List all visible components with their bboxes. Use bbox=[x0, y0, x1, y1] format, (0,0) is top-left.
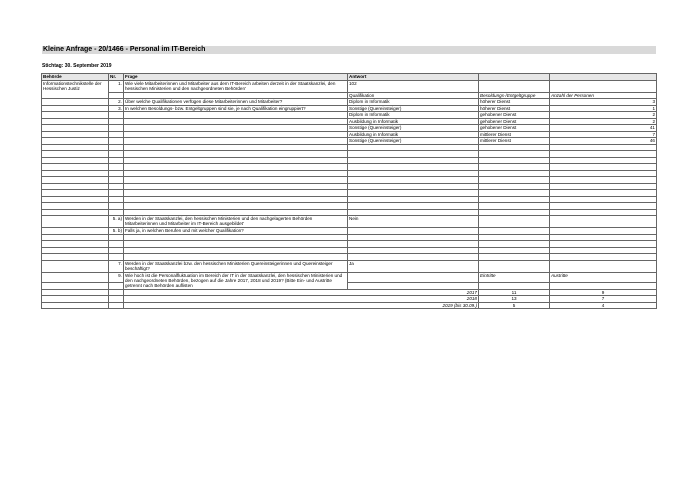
q9-frage: Wie hoch ist die Personalfluktuation im Bereich der IT in der Staatskanzlei, den hessischen Ministerien und den nachgeordneten Behörden, bezogen auf die Jahre 2017, 2018 und 2019? (Bitte Ein- und Austritte getrennt nach Behörden auflisten bbox=[124, 272, 348, 289]
data-table bbox=[41, 73, 657, 309]
q7-frage: Werden in der Staatskanzlei bzw. den hessischen Ministerien Quereinsteigerinnen und Quereinsteiger beschäftigt? bbox=[124, 260, 348, 272]
q7-antwort: Ja bbox=[348, 260, 479, 272]
anzahl-cell: 7 bbox=[550, 131, 657, 138]
qualifikation-cell: Ausbildung in Informatik bbox=[348, 118, 479, 125]
jahr-cell: 2019 (bis 30.09.) bbox=[124, 302, 479, 309]
q2-frage: Über welche Qualifikationen verfügen diese Mitarbeiterinnen und Mitarbeiter? bbox=[124, 99, 348, 106]
gruppe-cell: gehobener Dienst bbox=[479, 125, 550, 132]
gruppe-cell: mittlerer Dienst bbox=[479, 131, 550, 138]
table-row-q1 bbox=[42, 80, 657, 92]
qualifikation-cell: Sonstige (Quereinsteiger) bbox=[348, 125, 479, 132]
austritte-label: Austritte bbox=[550, 272, 657, 283]
document-title: Kleine Anfrage - 20/1466 - Personal im IT-Bereich bbox=[43, 46, 206, 53]
eintritte-label: Eintritte bbox=[479, 272, 550, 283]
gruppe-cell: gehobener Dienst bbox=[479, 118, 550, 125]
table-row-q5a bbox=[42, 216, 657, 228]
jahr-cell: 2017 bbox=[124, 289, 479, 296]
gruppe-cell: mittlerer Dienst bbox=[479, 138, 550, 145]
q1-empty-a bbox=[479, 80, 550, 92]
q1-antwort: 102 bbox=[348, 80, 479, 92]
q1-empty-b bbox=[550, 80, 657, 92]
q5b-frage: Falls ja, in welchen Berufen und mit welcher Qualifikation? bbox=[124, 228, 348, 235]
anzahl-cell: 2 bbox=[550, 118, 657, 125]
header-behoerde: Behörde bbox=[42, 74, 109, 81]
q5a-frage: Werden in der Staatskanzlei, den hessischen Ministerien und den nachgelagerten Behörden Mitarbeiterinnen und Mitarbeiter im IT-Bereich ausgebildet' bbox=[124, 216, 348, 228]
jahr-cell: 2018 bbox=[124, 296, 479, 303]
q5a-nr: 5. a) bbox=[109, 216, 124, 228]
austritte-cell: 7 bbox=[550, 296, 657, 303]
eintritte-cell: 11 bbox=[479, 289, 550, 296]
q1-nr: 1. bbox=[109, 80, 124, 92]
q1-frage: Wie viele Mitarbeiterinnen und Mitarbeiter aus dem IT-Bereich arbeiten derzeit in der Staatskanzlei, den hessischen Ministerien und den nachgeordneten Behörden' bbox=[124, 80, 348, 92]
anzahl-cell: 3 bbox=[550, 99, 657, 106]
austritte-cell: 9 bbox=[550, 289, 657, 296]
gruppe-cell: gehobener Dienst bbox=[479, 112, 550, 119]
anzahl-cell: 1 bbox=[550, 105, 657, 112]
behoerde-cell: Informationstechnikstelle der Hessischen Justiz bbox=[42, 80, 109, 99]
q7-nr: 7. bbox=[109, 260, 124, 272]
anzahl-cell: 41 bbox=[550, 125, 657, 132]
q2-nr: 2. bbox=[109, 99, 124, 106]
header-antwort: Antwort bbox=[348, 74, 479, 81]
table-row-fluktuation bbox=[42, 302, 657, 309]
header-frage: Frage bbox=[124, 74, 348, 81]
gruppe-cell: höherer Dienst bbox=[479, 105, 550, 112]
austritte-cell: 4 bbox=[550, 302, 657, 309]
gruppe-cell: höherer Dienst bbox=[479, 99, 550, 106]
q5a-antwort: Nein bbox=[348, 216, 479, 228]
eintritte-cell: 13 bbox=[479, 296, 550, 303]
q3-nr: 3. bbox=[109, 105, 124, 112]
qualifikation-cell: Diplom in Informatik bbox=[348, 99, 479, 106]
subheader-besoldung: Besoldungs-/Entgeltgruppe bbox=[479, 92, 550, 99]
table-row-q7 bbox=[42, 260, 657, 272]
q5b-nr: 5. b) bbox=[109, 228, 124, 235]
subheader-qualifikation: Qualifikation bbox=[348, 92, 479, 99]
q3-frage: In welchen Besoldungs- bzw. Entgeltgruppen sind sie, je nach Qualifikation eingruppiert? bbox=[124, 105, 348, 112]
anzahl-cell: 46 bbox=[550, 138, 657, 145]
qualifikation-cell: Ausbildung in Informatik bbox=[348, 131, 479, 138]
eintritte-cell: 5 bbox=[479, 302, 550, 309]
qualifikation-cell: Sonstige (Quereinsteiger) bbox=[348, 105, 479, 112]
stichtag-label: Stichtag: 30. September 2019 bbox=[42, 63, 112, 69]
table-row-q9 bbox=[42, 272, 657, 283]
qualifikation-cell: Diplom in Informatik bbox=[348, 112, 479, 119]
anzahl-cell: 2 bbox=[550, 112, 657, 119]
q9-nr: 9. bbox=[109, 272, 124, 283]
header-nr: Nr. bbox=[109, 74, 124, 81]
qualifikation-cell: Sonstige (Quereinsteiger) bbox=[348, 138, 479, 145]
subheader-anzahl: Anzahl der Personen bbox=[550, 92, 657, 99]
